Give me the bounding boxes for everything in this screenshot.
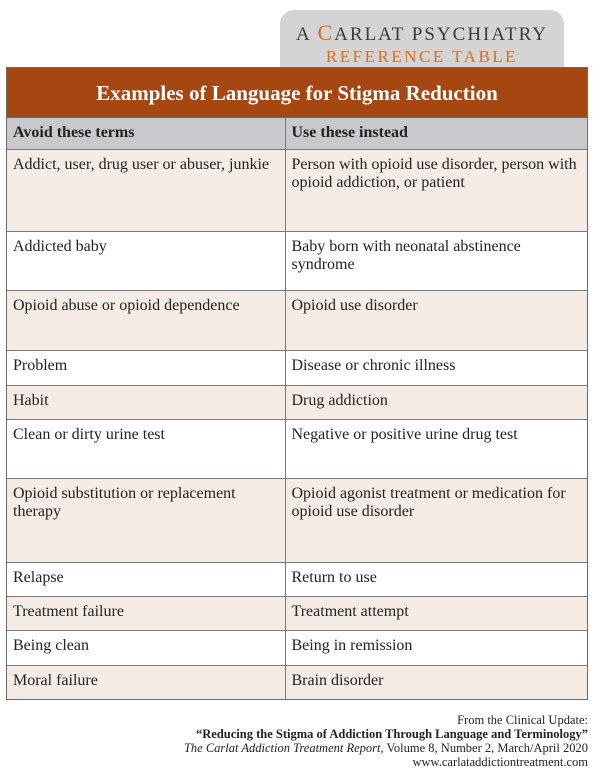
table-row <box>7 419 587 478</box>
reference-table-tab <box>280 10 564 74</box>
publisher-title-cap: C <box>317 20 335 45</box>
citation-publication <box>184 741 588 755</box>
source-citation <box>184 713 588 769</box>
table-row <box>7 596 587 630</box>
column-header-use: Use these instead <box>285 118 587 149</box>
avoid-term-cell: Relapse <box>7 562 285 596</box>
column-header-row <box>7 118 587 149</box>
avoid-term-cell: Opioid substitution or replacement therapy <box>7 478 285 562</box>
table-row <box>7 478 587 562</box>
avoid-term-cell: Habit <box>7 385 285 419</box>
avoid-term-cell: Treatment failure <box>7 596 285 630</box>
publisher-title <box>280 20 564 46</box>
use-term-cell: Opioid use disorder <box>285 290 587 350</box>
table-row <box>7 350 587 385</box>
avoid-term-cell: Opioid abuse or opioid dependence <box>7 290 285 350</box>
use-term-cell: Drug addiction <box>285 385 587 419</box>
citation-intro: From the Clinical Update: <box>457 713 588 727</box>
table-row <box>7 630 587 665</box>
table-row <box>7 385 587 419</box>
avoid-term-cell: Moral failure <box>7 665 285 699</box>
publisher-title-rest: ARLAT PSYCHIATRY <box>334 24 548 45</box>
use-term-cell: Negative or positive urine drug test <box>285 419 587 478</box>
avoid-term-cell: Addict, user, drug user or abuser, junkie <box>7 149 285 231</box>
table-row <box>7 562 587 596</box>
avoid-term-cell: Clean or dirty urine test <box>7 419 285 478</box>
use-term-cell: Brain disorder <box>285 665 587 699</box>
table-row <box>7 290 587 350</box>
table-row <box>7 665 587 699</box>
avoid-term-cell: Addicted baby <box>7 231 285 290</box>
table-row <box>7 231 587 290</box>
use-term-cell: Treatment attempt <box>285 596 587 630</box>
citation-article-title: “Reducing the Stigma of Addiction Through Language and Terminology” <box>196 727 588 741</box>
citation-website-link[interactable]: www.carlataddictiontreatment.com <box>412 755 588 769</box>
use-term-cell: Being in remission <box>285 630 587 665</box>
use-term-cell: Person with opioid use disorder, person with opioid addiction, or patient <box>285 149 587 231</box>
table-title: Examples of Language for Stigma Reduction <box>7 68 587 118</box>
reference-table-label: REFERENCE TABLE <box>325 47 519 66</box>
use-term-cell: Return to use <box>285 562 587 596</box>
stigma-language-table <box>6 67 588 700</box>
use-term-cell: Opioid agonist treatment or medication for opioid use disorder <box>285 478 587 562</box>
citation-journal: The Carlat Addiction Treatment Report <box>183 741 381 755</box>
avoid-term-cell: Problem <box>7 350 285 385</box>
terms-table <box>7 118 587 699</box>
citation-volume: , Volume 8, Number 2, March/April 2020 <box>380 741 588 755</box>
table-row <box>7 149 587 231</box>
column-header-avoid: Avoid these terms <box>7 118 285 149</box>
use-term-cell: Baby born with neonatal abstinence syndrome <box>285 231 587 290</box>
use-term-cell: Disease or chronic illness <box>285 350 587 385</box>
avoid-term-cell: Being clean <box>7 630 285 665</box>
publisher-title-first: A <box>296 24 311 45</box>
